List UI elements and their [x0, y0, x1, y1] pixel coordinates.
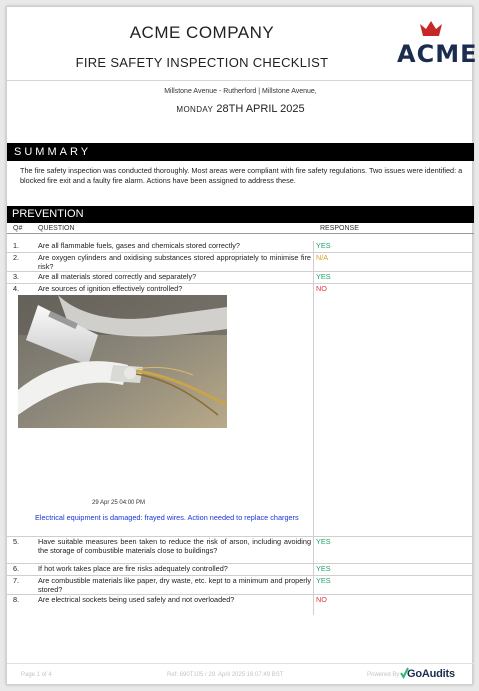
- inspector-note: Electrical equipment is damaged: frayed wires. Action needed to replace chargers: [35, 513, 299, 522]
- prevention-heading: PREVENTION: [7, 206, 474, 223]
- question-number: 1.: [13, 241, 20, 250]
- date-value: 28TH APRIL 2025: [216, 103, 305, 115]
- company-logo: [397, 20, 478, 72]
- site-address: Millstone Avenue - Rutherford | Millstone Avenue,: [164, 88, 317, 95]
- summary-text: The fire safety inspection was conducted thoroughly. Most areas were compliant with fire safety regulations. Two issues were identified: a blocked fire exit and a faulty fire alarm. Actions have been assigned to address these.: [20, 166, 463, 185]
- table-header: [7, 224, 474, 234]
- goaudits-logo: GoAudits: [407, 668, 455, 680]
- report-header: [7, 7, 478, 81]
- response-value: N/A: [316, 253, 329, 262]
- table-row: [7, 564, 474, 576]
- attached-photo[interactable]: [18, 295, 227, 428]
- response-value: YES: [316, 272, 331, 281]
- question-text: Are all materials stored correctly and separately?: [38, 272, 197, 281]
- question-text: Are sources of ignition effectively controlled?: [38, 284, 183, 293]
- question-text: Are electrical sockets being used safely and not overloaded?: [38, 595, 235, 604]
- question-number: 8.: [13, 595, 20, 604]
- question-number: 2.: [13, 253, 20, 262]
- document-title: FIRE SAFETY INSPECTION CHECKLIST: [75, 55, 329, 70]
- powered-by-label: Powered By: [367, 672, 400, 678]
- table-row: [7, 241, 474, 253]
- attachment-timestamp: 29 Apr 25 04:00 PM: [92, 500, 146, 506]
- question-number: 5.: [13, 537, 20, 546]
- column-header-question: QUESTION: [38, 225, 75, 232]
- crown-icon: [419, 20, 443, 38]
- page-footer: [7, 663, 474, 685]
- question-text: Are all flammable fuels, gases and chemicals stored correctly?: [38, 241, 240, 250]
- question-number: 4.: [13, 284, 20, 293]
- summary-heading: SUMMARY: [7, 143, 474, 161]
- table-row: [7, 537, 474, 564]
- question-text: Are combustible materials like paper, dry waste, etc. kept to a minimum and properly stored?: [38, 576, 311, 594]
- date-day: MONDAY: [176, 105, 214, 114]
- response-value: NO: [316, 595, 327, 604]
- response-value: YES: [316, 576, 331, 585]
- response-value: YES: [316, 241, 331, 250]
- report-reference: Ref: 690T105 / 29. April 2025 16:07:49 BST: [167, 672, 284, 678]
- company-name: ACME COMPANY: [129, 23, 275, 42]
- column-header-response: RESPONSE: [320, 225, 359, 232]
- table-row: [7, 595, 474, 615]
- question-number: 6.: [13, 564, 20, 573]
- page-number: Page 1 of 4: [21, 672, 52, 678]
- response-value: YES: [316, 537, 331, 546]
- question-text: If hot work takes place are fire risks adequately controlled?: [38, 564, 228, 573]
- report-page: [6, 6, 478, 685]
- question-text: Have suitable measures been taken to reduce the risk of arson, including avoiding the storage of combustible materials close to buildings?: [38, 537, 311, 555]
- table-row: [7, 253, 474, 272]
- table-row: [7, 284, 474, 295]
- table-row: [7, 576, 474, 595]
- column-header-number: Q#: [13, 225, 23, 232]
- question-number: 3.: [13, 272, 20, 281]
- response-value: YES: [316, 564, 331, 573]
- table-row: [7, 272, 474, 284]
- logo-text: ACME: [397, 40, 478, 68]
- question-text: Are oxygen cylinders and oxidising substances stored appropriately to minimise fire risk?: [38, 253, 311, 271]
- question-number: 7.: [13, 576, 20, 585]
- frayed-cable-photo: [18, 295, 227, 428]
- inspection-date: [7, 103, 474, 115]
- response-value: NO: [316, 284, 327, 293]
